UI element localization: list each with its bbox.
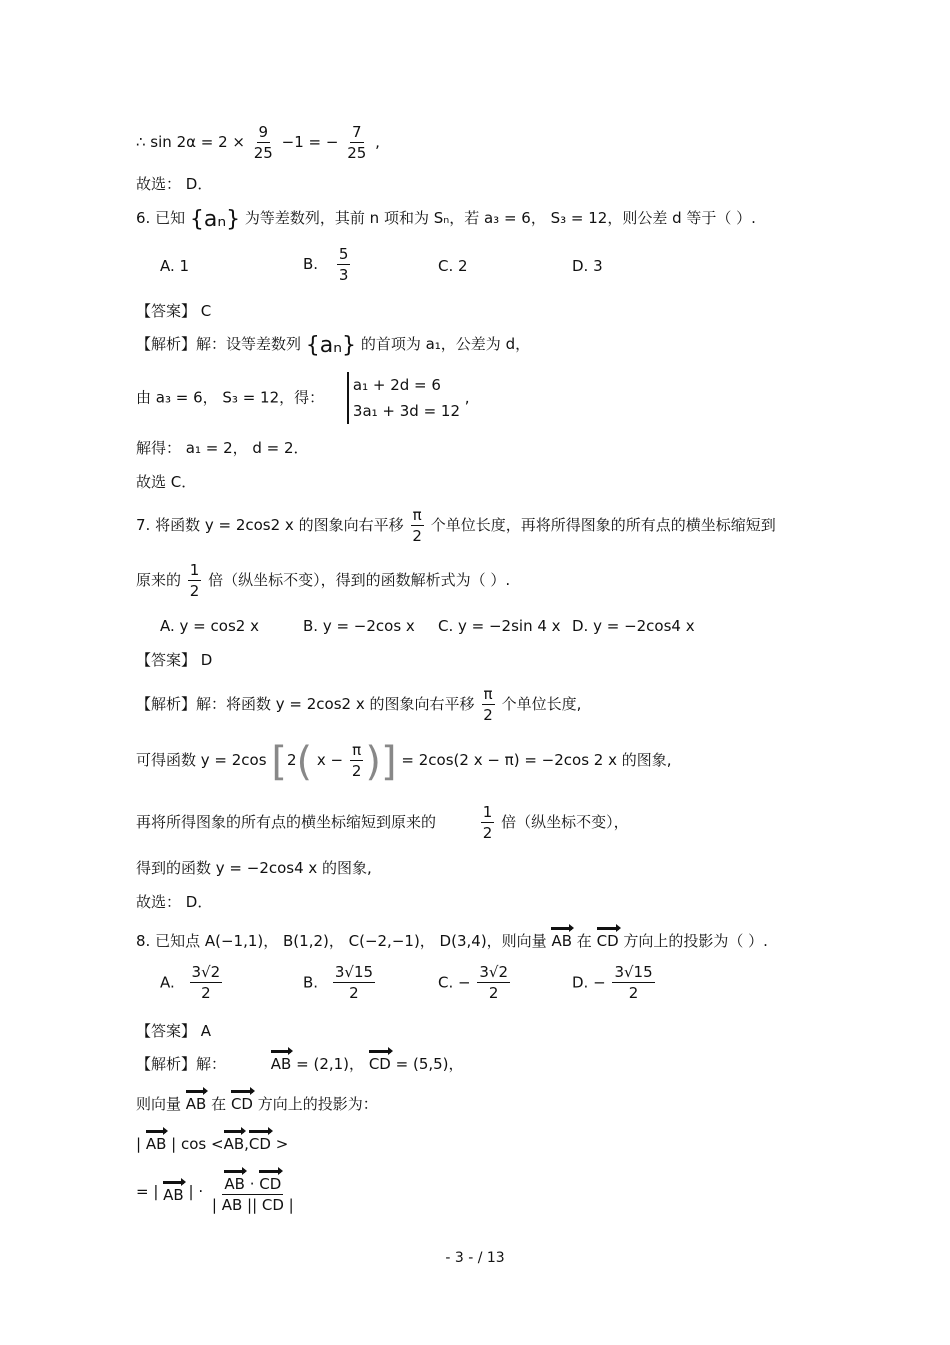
- option-b: B. $\frac{3√15}{2}$: [303, 963, 374, 1002]
- question-7-line1: 7. 将函数 y = 2cos2 x 的图象向右平移 $\frac{\pi}{2}$ 个单位长度，再将所得图象的所有点的横坐标缩短到: [136, 506, 776, 545]
- vector-ab: AB: [224, 1168, 245, 1194]
- option-a: A. $\frac{3√2}{2}$: [160, 963, 221, 1002]
- explanation-7-line3: 再将所得图象的所有点的横坐标缩短到原来的 $\frac{1}{2}$ 倍（纵坐标不变），: [136, 803, 629, 842]
- option-d: D. − $\frac{3√15}{2}$: [572, 963, 653, 1002]
- fraction: $\frac{3√15}{2}$: [334, 963, 374, 1002]
- answer-choice-line: 故选： D．: [136, 175, 213, 193]
- question-6: 6. 已知 {aₙ} 为等差数列，其前 n 项和为 Sₙ，若 a₃ = 6， S₃ = 12，则公差 d 等于（ ）.: [136, 207, 756, 232]
- explanation-6-line3: 解得： a₁ = 2， d = 2．: [136, 439, 309, 457]
- question-8: 8. 已知点 A(−1,1)， B(1,2)， C(−2,−1)， D(3,4)，则向量 AB 在 CD 方向上的投影为（ ）.: [136, 925, 768, 951]
- option-b: B. $\frac{5}{3}$: [303, 245, 349, 284]
- vector-ab: AB: [146, 1128, 167, 1154]
- fraction: $\frac{\pi}{2}$: [412, 506, 422, 545]
- fraction: $\frac{\pi}{2}$: [483, 685, 493, 724]
- fraction: $\frac{AB \cdot CD}{| AB || CD |}$: [210, 1168, 296, 1215]
- vector-ab: AB: [163, 1179, 184, 1205]
- equation-system: a₁ + 2d = 6 3a₁ + 3d = 12: [347, 372, 460, 424]
- option-d: D. 3: [572, 257, 603, 275]
- vector-cd: CD: [231, 1088, 253, 1114]
- vector-ab: AB: [551, 925, 572, 951]
- explanation-7-line2: 可得函数 y = 2cos [2( x − $\frac{\pi}{2}$ )] = 2cos(2 x − π) = −2cos 2 x 的图象,: [136, 739, 672, 785]
- explanation-6-line4: 故选 C．: [136, 473, 197, 491]
- vector-cd: CD: [249, 1128, 271, 1154]
- explanation-7-line4: 得到的函数 y = −2cos4 x 的图象,: [136, 859, 372, 877]
- fraction: $\frac{9}{25}$: [253, 123, 273, 162]
- option-c: C. 2: [438, 257, 468, 275]
- explanation-6-line2: 由 a₃ = 6， S₃ = 12，得： a₁ + 2d = 6 3a₁ + 3d = 12 ,: [136, 372, 470, 424]
- vector-cd: CD: [259, 1168, 281, 1194]
- vector-ab: AB: [271, 1048, 292, 1074]
- explanation-8-line2: 则向量 AB 在 CD 方向上的投影为：: [136, 1088, 378, 1114]
- vector-ab: AB: [224, 1128, 245, 1154]
- question-7-line2: 原来的 $\frac{1}{2}$ 倍（纵坐标不变），得到的函数解析式为（ ）.: [136, 561, 511, 600]
- fraction: $\frac{5}{3}$: [338, 245, 349, 284]
- option-c: C. − $\frac{3√2}{2}$: [438, 963, 509, 1002]
- fraction: $\frac{7}{25}$: [347, 123, 367, 162]
- fraction: $\frac{\pi}{2}$: [351, 741, 362, 780]
- answer-8: 【答案】 A: [136, 1022, 212, 1040]
- fraction: $\frac{3√2}{2}$: [191, 963, 221, 1002]
- explanation-7-line1: 【解析】解：将函数 y = 2cos2 x 的图象向右平移 $\frac{\pi}{2}$ 个单位长度,: [136, 685, 582, 724]
- fraction: $\frac{3√15}{2}$: [614, 963, 653, 1002]
- explanation-8-line1: 【解析】解： AB = (2,1)， CD = (5,5)，: [136, 1048, 464, 1074]
- fraction: $\frac{1}{2}$: [189, 561, 200, 600]
- fraction: $\frac{3√2}{2}$: [479, 963, 509, 1002]
- explanation-8-line4: = | AB | · $\frac{AB \cdot CD}{| AB || CD |}$: [136, 1168, 298, 1215]
- answer-7: 【答案】 D: [136, 651, 213, 669]
- vector-ab: AB: [186, 1088, 207, 1114]
- explanation-8-line3: | AB | cos <AB,CD >: [136, 1128, 288, 1154]
- fraction: $\frac{1}{2}$: [482, 803, 493, 842]
- option-a: A. 1: [160, 257, 190, 275]
- answer-6: 【答案】 C: [136, 302, 212, 320]
- explanation-7-line5: 故选： D．: [136, 893, 213, 911]
- option-c: C. y = −2sin 4 x: [438, 617, 561, 635]
- page-number: - 3 - / 13: [445, 1250, 505, 1266]
- vector-cd: CD: [597, 925, 619, 951]
- math-line-sin2a: ∴ sin 2α = 2 × $\frac{9}{25}$ −1 = − $\frac{7}{25}$ ,: [136, 123, 380, 162]
- option-d: D. y = −2cos4 x: [572, 617, 695, 635]
- option-b: B. y = −2cos x: [303, 617, 415, 635]
- vector-cd: CD: [369, 1048, 391, 1074]
- option-a: A. y = cos2 x: [160, 617, 259, 635]
- explanation-6-line1: 【解析】解：设等差数列 {aₙ} 的首项为 a₁，公差为 d，: [136, 333, 531, 358]
